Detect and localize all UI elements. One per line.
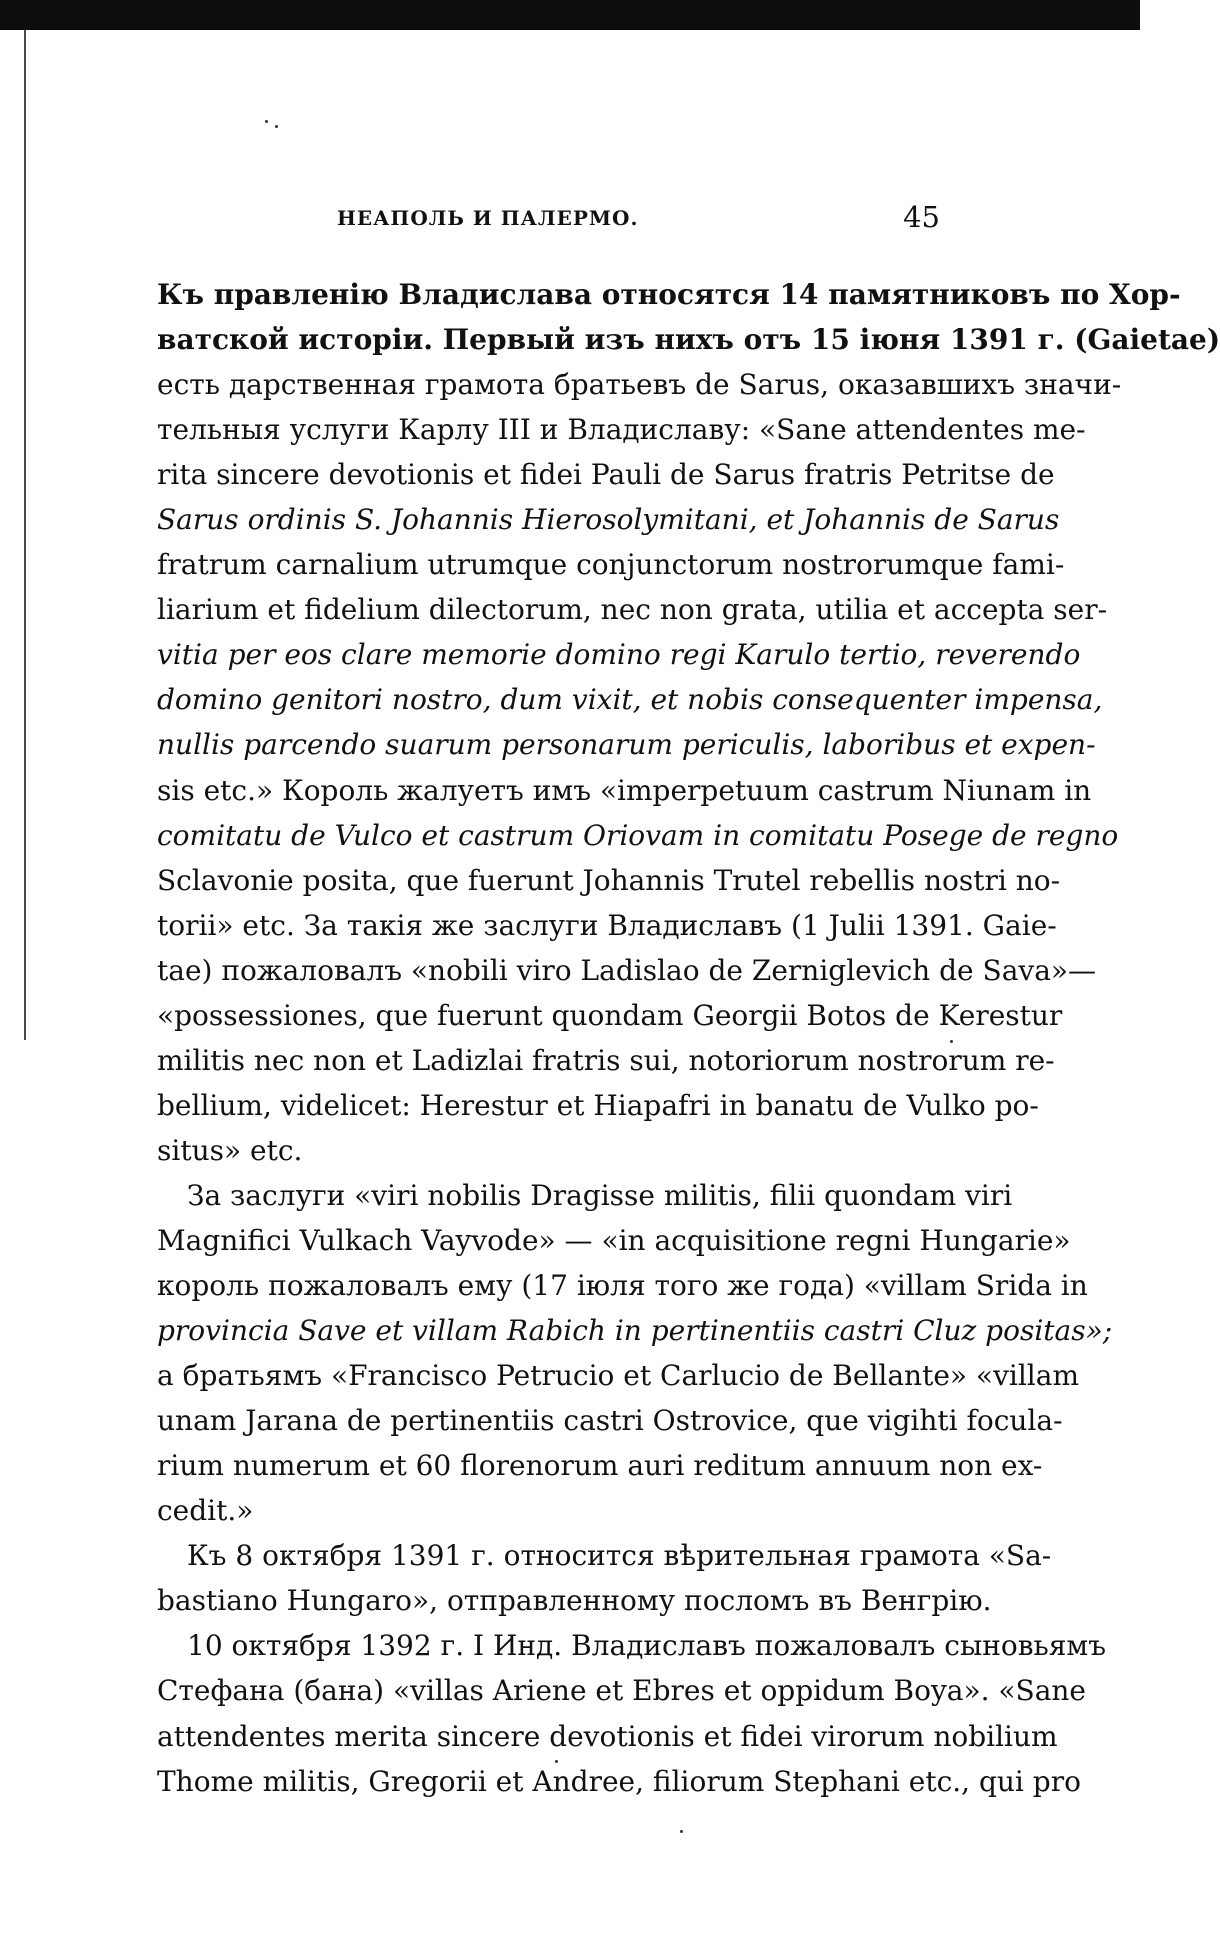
text-line: attendentes merita sincere devotionis et fidei virorum nobilium <box>157 1719 1058 1753</box>
top-border-bar <box>0 0 1140 30</box>
page-number: 45 <box>903 200 940 234</box>
text-line: bellium, videlicet: Herestur et Hiapafri in banatu de Vulko po- <box>157 1088 1039 1122</box>
text-line: militis nec non et Ladizlai fratris sui, notoriorum nostrorum re- <box>157 1043 1055 1077</box>
ink-speck <box>950 1040 953 1043</box>
text-line: liarium et fidelium dilectorum, nec non grata, utilia et accepta ser- <box>157 593 1108 627</box>
text-line: Magnifici Vulkach Vayvode» — «in acquisitione regni Hungarie» <box>157 1223 1071 1257</box>
text-line: король пожаловалъ ему (17 іюля того же года) «villam Srida in <box>157 1269 1088 1303</box>
text-line: torii» etc. За такія же заслуги Владиславъ (1 Julii 1391. Gaie- <box>157 908 1057 942</box>
text-line: Sarus ordinis S. Johannis Hierosolymitani, et Johannis de Sarus <box>157 503 1060 537</box>
ink-speck <box>275 125 278 128</box>
text-line: ватской исторіи. Первый изъ нихъ отъ 15 іюня 1391 г. (Gaietae) <box>157 323 1220 357</box>
text-line: fratrum carnalium utrumque conjunctorum nostrorumque fami- <box>157 548 1065 582</box>
running-head <box>157 200 940 240</box>
text-line: tae) пожаловалъ «nobili viro Ladislao de Zerniglevich de Sava»— <box>157 953 1097 987</box>
text-line: unam Jarana de pertinentiis castri Ostrovice, que vigihti focula- <box>157 1404 1063 1438</box>
ink-speck <box>265 120 268 123</box>
text-line: Thome militis, Gregorii et Andree, filiorum Stephani etc., qui pro <box>157 1764 1081 1798</box>
left-margin-rule <box>24 30 26 1040</box>
body-text <box>157 272 1220 1804</box>
text-line: тельныя услуги Карлу III и Владиславу: «Sane attendentes me- <box>157 413 1086 447</box>
text-line: cedit.» <box>157 1494 254 1528</box>
text-line: Къ 8 октября 1391 г. относится вѣрительная грамота «Sa- <box>187 1539 1052 1573</box>
text-line: vitia per eos clare memorie domino regi Karulo tertio, reverendo <box>157 638 1081 672</box>
text-line: situs» etc. <box>157 1133 303 1167</box>
ink-speck <box>680 1830 683 1833</box>
text-line: Стефана (бана) «villas Ariene et Ebres et oppidum Boya». «Sane <box>157 1674 1087 1708</box>
text-line: Къ правленію Владислава относятся 14 памятниковъ по Хор- <box>157 278 1181 311</box>
text-line: sis etc.» Король жалуетъ имъ «imperpetuum castrum Niunam in <box>157 773 1092 807</box>
text-line: provincia Save et villam Rabich in pertinentiis castri Cluz positas»; <box>157 1314 1113 1348</box>
text-line: bastiano Hungaro», отправленному посломъ въ Венгрію. <box>157 1584 992 1618</box>
running-title: НЕАПОЛЬ И ПАЛЕРМО. <box>337 206 639 230</box>
text-line: domino genitori nostro, dum vixit, et nobis consequenter impensa, <box>157 683 1103 717</box>
text-line: rium numerum et 60 florenorum auri reditum annuum non ex- <box>157 1449 1043 1483</box>
text-line: Sclavonie posita, que fuerunt Johannis Trutel rebellis nostri no- <box>157 863 1061 897</box>
text-line: nullis parcendo suarum personarum periculis, laboribus et expen- <box>157 728 1096 762</box>
text-line: comitatu de Vulco et castrum Oriovam in comitatu Posege de regno <box>157 818 1119 852</box>
text-line: есть дарственная грамота братьевъ de Sarus, оказавшихъ значи- <box>157 368 1122 402</box>
text-line: rita sincere devotionis et fidei Pauli de Sarus fratris Petritse de <box>157 458 1055 492</box>
text-line: За заслуги «viri nobilis Dragisse militis, filii quondam viri <box>187 1178 1013 1212</box>
text-line: 10 октября 1392 г. I Инд. Владиславъ пожаловалъ сыновьямъ <box>187 1629 1107 1663</box>
ink-speck <box>555 1760 558 1763</box>
text-line: а братьямъ «Francisco Petrucio et Carlucio de Bellante» «villam <box>157 1359 1079 1393</box>
text-line: «possessiones, que fuerunt quondam Georgii Botos de Kerestur <box>157 998 1063 1032</box>
